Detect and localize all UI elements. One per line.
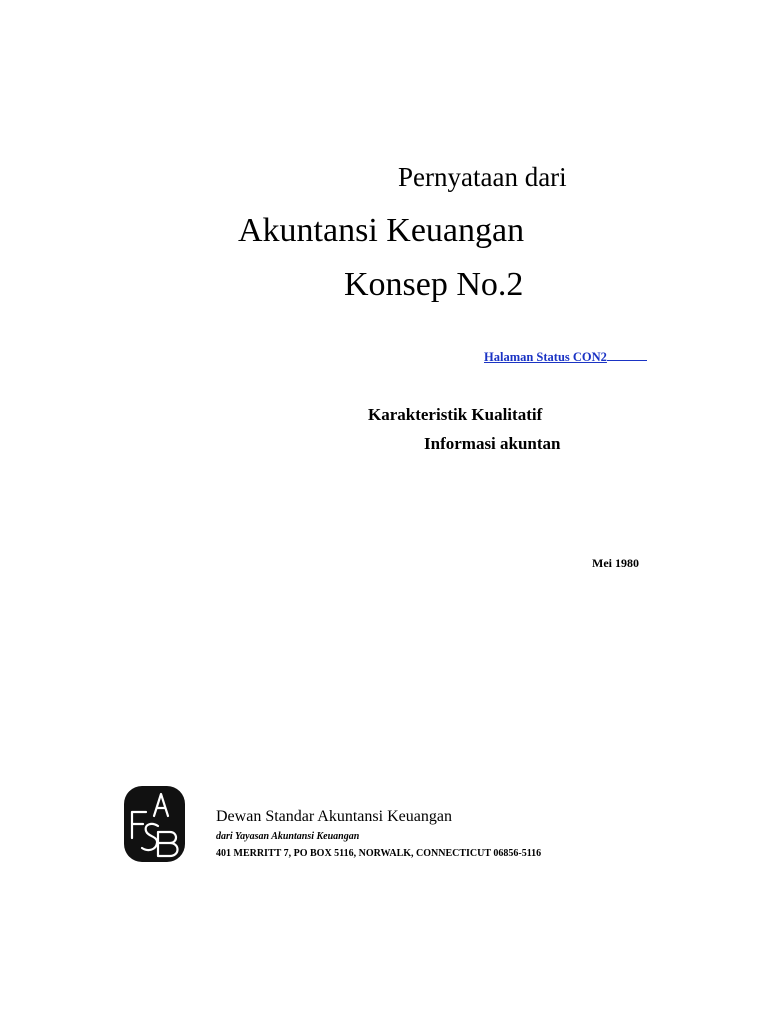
subtitle-line-2: Informasi akuntan — [424, 434, 561, 453]
organization-address: 401 MERRITT 7, PO BOX 5116, NORWALK, CONNECTICUT 06856-5116 — [216, 848, 542, 859]
subtitle-line-1: Karakteristik Kualitatif — [368, 405, 543, 424]
publication-date: Mei 1980 — [592, 556, 639, 570]
organization-name: Dewan Standar Akuntansi Keuangan — [216, 808, 452, 825]
heading-line-2: Akuntansi Keuangan — [238, 212, 525, 249]
heading-line-1: Pernyataan dari — [398, 162, 567, 192]
status-page-link[interactable] — [484, 349, 647, 365]
organization-parent: dari Yayasan Akuntansi Keuangan — [216, 831, 360, 842]
heading-line-3: Konsep No.2 — [344, 266, 524, 303]
status-page-link-label: Halaman Status CON2 — [484, 350, 607, 364]
fasb-logo-icon — [124, 786, 185, 862]
link-underline-padding — [607, 349, 647, 361]
